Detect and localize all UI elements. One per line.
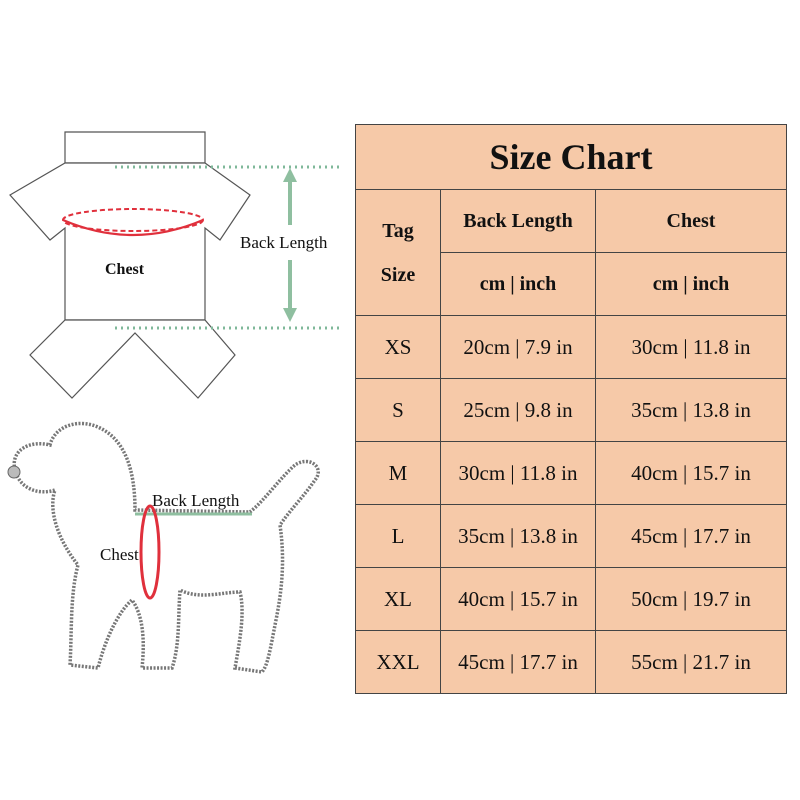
chest-cell: 50cm | 19.7 in xyxy=(596,568,787,631)
chest-cell: 40cm | 15.7 in xyxy=(596,442,787,505)
table-row xyxy=(356,631,787,694)
chest-cell: 55cm | 21.7 in xyxy=(596,631,787,694)
size-cell: M xyxy=(356,442,441,505)
garment-collar xyxy=(65,132,205,163)
garment-body xyxy=(10,163,250,320)
header-row xyxy=(356,190,787,253)
dog-outline xyxy=(14,423,318,672)
table-row xyxy=(356,568,787,631)
dog-chest-ring xyxy=(141,506,159,598)
garment-back-length-label: Back Length xyxy=(240,233,328,252)
back-length-cell: 45cm | 17.7 in xyxy=(441,631,596,694)
table-row xyxy=(356,505,787,568)
chest-unit-header: cm | inch xyxy=(596,253,787,316)
chest-header: Chest xyxy=(596,190,787,253)
size-cell: S xyxy=(356,379,441,442)
size-cell: XL xyxy=(356,568,441,631)
chest-cell: 30cm | 11.8 in xyxy=(596,316,787,379)
size-chart-title: Size Chart xyxy=(356,125,787,190)
back-length-cell: 40cm | 15.7 in xyxy=(441,568,596,631)
garment-chest-label: Chest xyxy=(105,261,145,278)
dog-back-length-label: Back Length xyxy=(152,491,240,510)
chest-cell: 35cm | 13.8 in xyxy=(596,379,787,442)
tag-size-header-line1: Tag xyxy=(382,219,414,242)
back-length-cell: 30cm | 11.8 in xyxy=(441,442,596,505)
table-row xyxy=(356,379,787,442)
table-row xyxy=(356,442,787,505)
dog-diagram xyxy=(8,423,318,672)
size-cell: XS xyxy=(356,316,441,379)
back-length-cell: 35cm | 13.8 in xyxy=(441,505,596,568)
tag-size-header-line2: Size xyxy=(380,263,416,286)
size-cell: L xyxy=(356,505,441,568)
size-cell: XXL xyxy=(356,631,441,694)
tag-size-header xyxy=(356,190,441,316)
measurement-diagrams xyxy=(0,0,360,800)
garment-legs xyxy=(30,320,235,398)
back-length-cell: 20cm | 7.9 in xyxy=(441,316,596,379)
chest-cell: 45cm | 17.7 in xyxy=(596,505,787,568)
dog-chest-label: Chest xyxy=(100,545,139,564)
size-chart-table xyxy=(355,124,787,694)
back-length-cell: 25cm | 9.8 in xyxy=(441,379,596,442)
dog-nose xyxy=(8,466,20,478)
size-chart-title-row xyxy=(356,125,787,190)
table-row xyxy=(356,316,787,379)
garment-diagram xyxy=(10,132,340,398)
back-length-header: Back Length xyxy=(441,190,596,253)
back-length-unit-header: cm | inch xyxy=(441,253,596,316)
